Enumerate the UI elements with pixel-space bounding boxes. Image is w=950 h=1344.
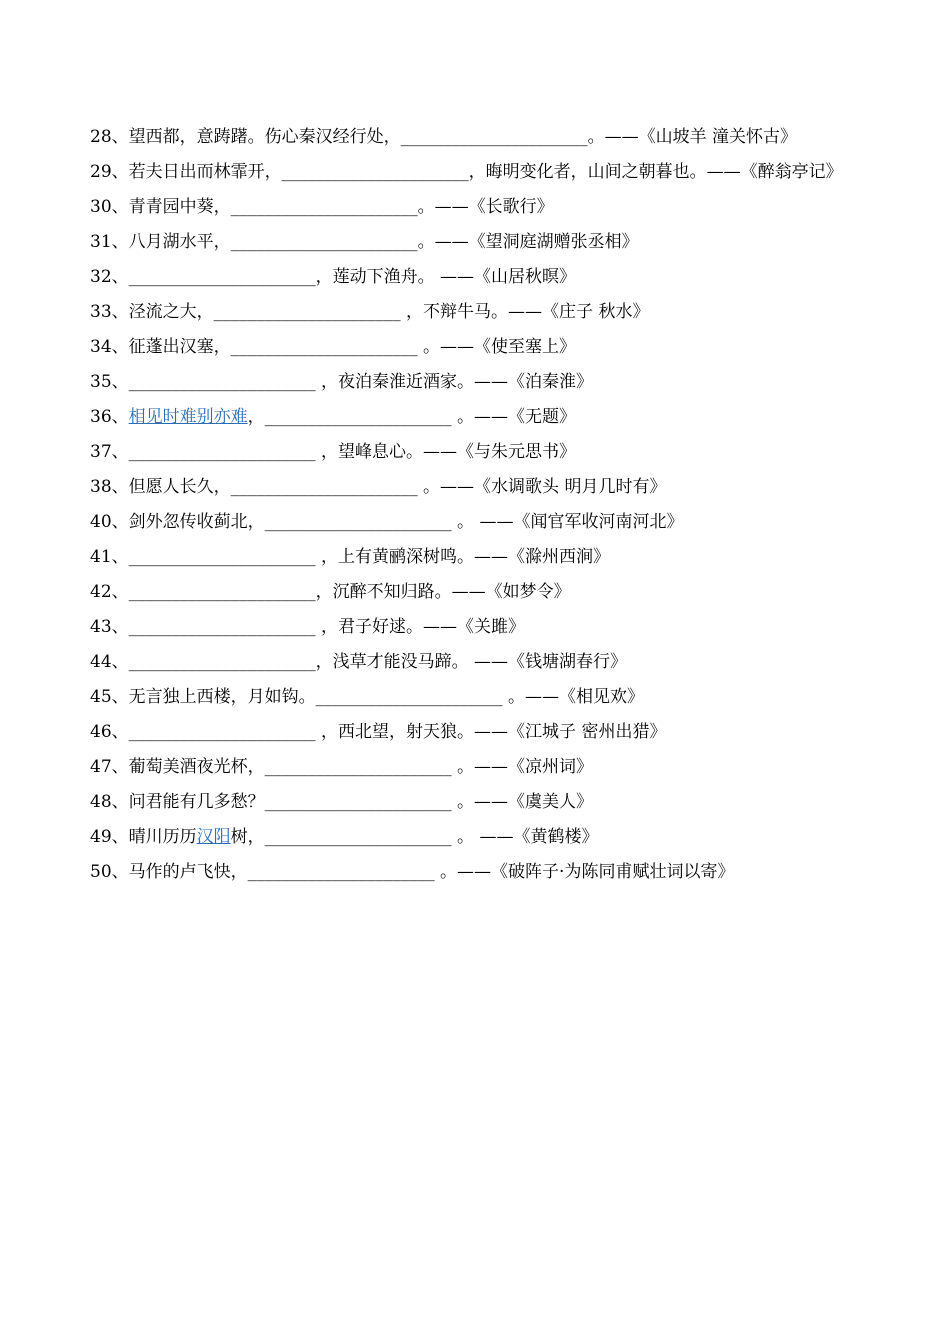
- list-item: 28、望西都，意踌躇。伤心秦汉经行处，______________________。——《山坡羊 潼关怀古》: [90, 127, 798, 147]
- list-item: 41、______________________ ，上有黄鹂深树鸣。——《滁州西涧》: [90, 547, 611, 567]
- list-item: 34、征蓬出汉塞，______________________ 。——《使至塞上》: [90, 337, 577, 357]
- hyperlink[interactable]: 汉阳: [196, 827, 231, 847]
- list-item: 33、泾流之大，______________________ ，不辩牛马。——《庄子 秋水》: [90, 302, 650, 322]
- list-item: 43、______________________ ，君子好逑。——《关雎》: [90, 617, 526, 637]
- list-item: 46、______________________ ，西北望，射天狼。——《江城子 密州出猎》: [90, 722, 667, 742]
- list-item: 30、青青园中葵，______________________。——《长歌行》: [90, 197, 554, 217]
- list-item: 37、______________________ ，望峰息心。——《与朱元思书》: [90, 442, 577, 462]
- item-suffix: 树，______________________ 。 ——《黄鹤楼》: [230, 827, 599, 847]
- list-item: [90, 400, 870, 435]
- list-item: 29、若夫日出而林霏开，______________________，晦明变化者，山间之朝暮也。——《醉翁亭记》: [90, 162, 843, 182]
- item-prefix: 49、晴川历历: [90, 827, 197, 847]
- item-prefix: 36、: [90, 407, 129, 427]
- list-item: 40、剑外忽传收蓟北，______________________ 。 ——《闻官军收河南河北》: [90, 512, 684, 532]
- item-suffix: ，______________________ 。——《无题》: [247, 407, 577, 427]
- hyperlink[interactable]: 相见时难别亦难: [128, 407, 248, 427]
- list-item: 42、______________________，沉醉不知归路。——《如梦令》: [90, 582, 571, 602]
- list-item: 50、马作的卢飞快，______________________ 。——《破阵子·为陈同甫赋壮词以寄》: [90, 862, 735, 882]
- list-item: 31、八月湖水平，______________________。——《望洞庭湖赠张丞相》: [90, 232, 639, 252]
- list-item: 47、葡萄美酒夜光杯，______________________ 。——《凉州词》: [90, 757, 594, 777]
- list-item: 44、______________________，浅草才能没马蹄。 ——《钱塘湖春行》: [90, 652, 628, 672]
- list-item: 32、______________________，莲动下渔舟。 ——《山居秋暝》: [90, 267, 577, 287]
- list-item: [90, 820, 870, 855]
- list-item: 35、______________________ ，夜泊秦淮近酒家。——《泊秦淮》: [90, 372, 594, 392]
- exercise-list: [90, 120, 870, 890]
- list-item: 38、但愿人长久，______________________ 。——《水调歌头 明月几时有》: [90, 477, 667, 497]
- list-item: 45、无言独上西楼，月如钩。______________________ 。——《相见欢》: [90, 687, 645, 707]
- list-item: 48、问君能有几多愁？______________________ 。——《虞美人》: [90, 792, 594, 812]
